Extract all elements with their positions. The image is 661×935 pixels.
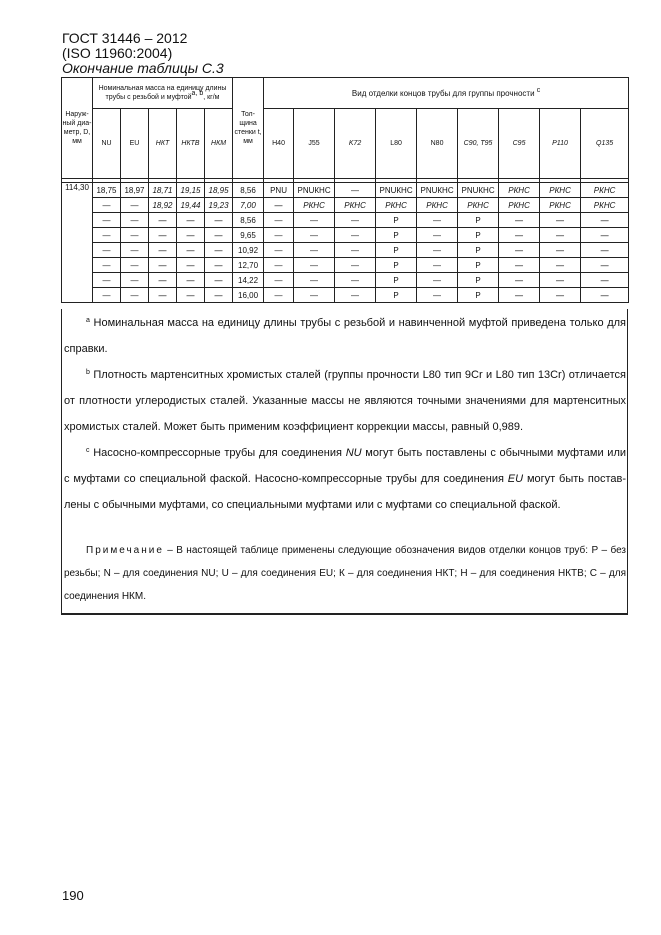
header-mass-col: EU xyxy=(121,109,149,179)
grade-cell: Р xyxy=(376,258,417,273)
grade-cell: — xyxy=(335,273,376,288)
table-row xyxy=(62,243,629,258)
grade-cell: — xyxy=(540,288,581,303)
grade-cell: Р xyxy=(376,273,417,288)
thickness-cell: 10,92 xyxy=(233,243,264,258)
footnote-c-eu: EU xyxy=(507,473,524,485)
table-row xyxy=(62,198,629,213)
grade-cell: РКНС xyxy=(335,198,376,213)
grade-cell: Р xyxy=(458,228,499,243)
header-grade-col: P110 xyxy=(540,109,581,179)
thickness-cell: 7,00 xyxy=(233,198,264,213)
mass-cell: — xyxy=(121,258,149,273)
grade-cell: — xyxy=(581,228,629,243)
header-mass-col: NU xyxy=(93,109,121,179)
grade-cell: — xyxy=(417,243,458,258)
outer-diameter-cell xyxy=(62,198,93,213)
mass-cell: 19,15 xyxy=(177,183,205,198)
outer-diameter-cell xyxy=(62,228,93,243)
grade-cell: Р xyxy=(376,243,417,258)
iso-reference: (ISO 11960:2004) xyxy=(62,45,173,61)
mass-cell: — xyxy=(205,213,233,228)
header-mass-col: НКТ xyxy=(149,109,177,179)
outer-diameter-cell xyxy=(62,258,93,273)
mass-cell: — xyxy=(205,273,233,288)
mass-cell: 18,71 xyxy=(149,183,177,198)
mass-cell: — xyxy=(177,243,205,258)
footnote-a-text: Номинальная масса на единицу длины трубы с резьбой и навинченной муфтой приведена только для справки. xyxy=(64,317,626,355)
remark xyxy=(64,539,626,608)
table-title: Окончание таблицы С.3 xyxy=(62,60,224,76)
table-row xyxy=(62,288,629,303)
thickness-cell: 9,65 xyxy=(233,228,264,243)
grade-cell: — xyxy=(264,288,294,303)
mass-cell: — xyxy=(93,273,121,288)
grade-cell: — xyxy=(294,273,335,288)
finish-group-text: Вид отделки концов трубы для группы прочности xyxy=(351,88,535,98)
grade-cell: — xyxy=(499,243,540,258)
table-row xyxy=(62,213,629,228)
header-grade-col: C90, T95 xyxy=(458,109,499,179)
mass-cell: — xyxy=(205,258,233,273)
outer-diameter-cell xyxy=(62,213,93,228)
mass-group-text: Номинальная масса на единицу длины трубы с резьбой и муфтой xyxy=(98,85,227,101)
grade-cell: РКНС xyxy=(540,183,581,198)
grade-cell: PNUКНС xyxy=(294,183,335,198)
remark-text: – В настоящей таблице применены следующие обозначения видов отделки концов труб: Р – без резьбы; N – для соединения NU; U – для соединения EU; К – для соединения НКТ; Н – для соединения НКТВ; С – для соединения НКМ. xyxy=(64,545,626,602)
footnote-c xyxy=(64,440,626,518)
grade-cell: РКНС xyxy=(458,198,499,213)
grade-cell: РКНС xyxy=(499,183,540,198)
grade-cell: — xyxy=(294,243,335,258)
header-mass-col: НКТВ xyxy=(177,109,205,179)
mass-group-sup: a, b xyxy=(191,90,204,97)
grade-cell: PNUКНС xyxy=(458,183,499,198)
table-footnotes xyxy=(61,309,628,615)
grade-cell: — xyxy=(581,258,629,273)
mass-cell: 19,44 xyxy=(177,198,205,213)
grade-cell: — xyxy=(417,288,458,303)
grade-cell: — xyxy=(294,213,335,228)
mass-cell: — xyxy=(93,198,121,213)
mass-cell: — xyxy=(205,228,233,243)
grade-cell: — xyxy=(335,288,376,303)
mass-cell: — xyxy=(149,243,177,258)
grade-cell: — xyxy=(264,213,294,228)
pipe-mass-table xyxy=(61,77,629,303)
grade-cell: — xyxy=(540,243,581,258)
mass-cell: — xyxy=(121,273,149,288)
footnote-b-mark: b xyxy=(86,369,90,376)
mass-cell: — xyxy=(205,243,233,258)
mass-cell: — xyxy=(177,273,205,288)
remark-label: Примечание xyxy=(86,545,164,556)
grade-cell: — xyxy=(335,213,376,228)
footnote-c-text-1: Насосно-компрессорные трубы для соединения xyxy=(93,447,346,459)
grade-cell: — xyxy=(581,288,629,303)
mass-cell: — xyxy=(93,258,121,273)
grade-cell: — xyxy=(540,213,581,228)
thickness-cell: 8,56 xyxy=(233,213,264,228)
mass-cell: — xyxy=(177,288,205,303)
footnote-a-mark: a xyxy=(86,317,90,324)
mass-cell: — xyxy=(149,258,177,273)
grade-cell: — xyxy=(264,228,294,243)
thickness-cell: 8,56 xyxy=(233,183,264,198)
header-outer-diameter: Наруж-ный диа-метр, D, мм xyxy=(62,78,93,179)
grade-cell: РКНС xyxy=(581,198,629,213)
footnote-b-text: Плотность мартенситных хромистых сталей (группы прочности L80 тип 9Cr и L80 тип 13Cr) отличается от плотности углеродистых сталей. Указанные массы не являются точными значениями для мартенситных хромистых сталей. Может быть применим коэффициент коррекции массы, равный 0,989. xyxy=(64,369,627,433)
footnote-c-nu: NU xyxy=(345,447,362,459)
header-grade-col: J55 xyxy=(294,109,335,179)
grade-cell: — xyxy=(264,198,294,213)
table-row xyxy=(62,273,629,288)
header-mass-col: НКМ xyxy=(205,109,233,179)
grade-cell: Р xyxy=(458,273,499,288)
table-row xyxy=(62,228,629,243)
thickness-cell: 14,22 xyxy=(233,273,264,288)
grade-cell: — xyxy=(499,258,540,273)
mass-cell: — xyxy=(93,288,121,303)
grade-cell: — xyxy=(417,228,458,243)
mass-cell: — xyxy=(121,228,149,243)
mass-cell: — xyxy=(149,288,177,303)
outer-diameter-cell: 114,30 xyxy=(62,183,93,198)
grade-cell: — xyxy=(264,243,294,258)
header-mass-group xyxy=(93,78,233,109)
mass-cell: — xyxy=(93,228,121,243)
grade-cell: — xyxy=(335,243,376,258)
mass-cell: — xyxy=(121,198,149,213)
grade-cell: — xyxy=(581,243,629,258)
header-grade-col: N80 xyxy=(417,109,458,179)
mass-cell: — xyxy=(93,243,121,258)
outer-diameter-cell xyxy=(62,288,93,303)
grade-cell: — xyxy=(294,288,335,303)
grade-cell: PNUКНС xyxy=(417,183,458,198)
grade-cell: РКНС xyxy=(581,183,629,198)
grade-cell: — xyxy=(264,273,294,288)
mass-group-unit: , кг/м xyxy=(203,94,220,101)
grade-cell: Р xyxy=(376,288,417,303)
grade-cell: — xyxy=(417,213,458,228)
mass-cell: — xyxy=(177,228,205,243)
grade-cell: РКНС xyxy=(376,198,417,213)
grade-cell: — xyxy=(417,258,458,273)
mass-cell: — xyxy=(121,213,149,228)
grade-cell: — xyxy=(499,288,540,303)
grade-cell: Р xyxy=(458,213,499,228)
mass-cell: 19,23 xyxy=(205,198,233,213)
footnote-a xyxy=(64,310,626,362)
standard-number: ГОСТ 31446 – 2012 xyxy=(62,30,188,46)
grade-cell: PNU xyxy=(264,183,294,198)
grade-cell: — xyxy=(581,213,629,228)
grade-cell: PNUКНС xyxy=(376,183,417,198)
mass-cell: 18,92 xyxy=(149,198,177,213)
grade-cell: Р xyxy=(458,258,499,273)
grade-cell: РКНС xyxy=(540,198,581,213)
table-row xyxy=(62,183,629,198)
mass-cell: 18,97 xyxy=(121,183,149,198)
grade-cell: — xyxy=(499,213,540,228)
footnote-c-mark: c xyxy=(86,447,90,454)
grade-cell: Р xyxy=(458,243,499,258)
grade-cell: Р xyxy=(458,288,499,303)
grade-cell: — xyxy=(294,258,335,273)
finish-group-sup: c xyxy=(536,86,541,94)
thickness-cell: 12,70 xyxy=(233,258,264,273)
mass-cell: — xyxy=(205,288,233,303)
table-row xyxy=(62,258,629,273)
footnote-c-text-3: могут быть постав-лены с обычными муфтами, со специальными муфтами или с муфтами со специальной фаской. xyxy=(64,473,626,511)
mass-cell: — xyxy=(121,243,149,258)
mass-cell: — xyxy=(93,213,121,228)
grade-cell: — xyxy=(417,273,458,288)
grade-cell: РКНС xyxy=(294,198,335,213)
header-grade-col: Q135 xyxy=(581,109,629,179)
grade-cell: — xyxy=(581,273,629,288)
header-grade-col: K72 xyxy=(335,109,376,179)
thickness-cell: 16,00 xyxy=(233,288,264,303)
mass-cell: — xyxy=(177,258,205,273)
header-grade-col: H40 xyxy=(264,109,294,179)
footnote-b xyxy=(64,362,626,440)
header-finish-group xyxy=(264,78,629,109)
mass-cell: — xyxy=(149,273,177,288)
grade-cell: — xyxy=(499,228,540,243)
grade-cell: — xyxy=(335,183,376,198)
header-grade-col: C95 xyxy=(499,109,540,179)
grade-cell: — xyxy=(294,228,335,243)
mass-cell: — xyxy=(177,213,205,228)
grade-cell: РКНС xyxy=(499,198,540,213)
grade-cell: — xyxy=(335,228,376,243)
mass-cell: 18,95 xyxy=(205,183,233,198)
grade-cell: — xyxy=(264,258,294,273)
header-grade-col: L80 xyxy=(376,109,417,179)
grade-cell: — xyxy=(540,273,581,288)
grade-cell: РКНС xyxy=(417,198,458,213)
grade-cell: — xyxy=(499,273,540,288)
mass-cell: 18,75 xyxy=(93,183,121,198)
grade-cell: Р xyxy=(376,213,417,228)
grade-cell: — xyxy=(540,228,581,243)
mass-cell: — xyxy=(149,213,177,228)
header-thickness: Тол-щина стенки t, мм xyxy=(233,78,264,179)
outer-diameter-cell xyxy=(62,273,93,288)
page-number: 190 xyxy=(62,888,84,903)
grade-cell: — xyxy=(540,258,581,273)
outer-diameter-cell xyxy=(62,243,93,258)
grade-cell: — xyxy=(335,258,376,273)
grade-cell: Р xyxy=(376,228,417,243)
mass-cell: — xyxy=(149,228,177,243)
mass-cell: — xyxy=(121,288,149,303)
footnote-c-text-2: могут быть поставлены с обычными муфтами или с муфтами со специальной фаской. Насосно-компрессорные трубы для соединения xyxy=(64,447,627,485)
